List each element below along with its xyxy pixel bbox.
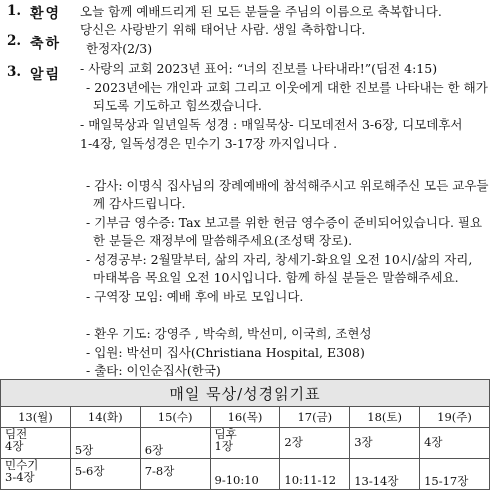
day-header: 13(월) [1, 407, 71, 428]
day-header: 14(화) [70, 407, 140, 428]
row-label: 딤전 [5, 427, 28, 441]
announcement-line: - 감사: 이명식 집사님의 장례예배에 참석해주시고 위로해주신 모든 교우들 [86, 178, 489, 193]
announcement-line: - 환우 기도: 강영주 , 박숙희, 박선미, 이국희, 조현성 [86, 326, 372, 341]
announcement-line: 마태복음 목요일 오전 10시입니다. 함께 하실 분들은 말씀해주세요. [93, 270, 459, 285]
table-cell [420, 428, 490, 459]
cell-value: 4장 [424, 435, 443, 449]
day-header: 16(목) [210, 407, 280, 428]
section-1-heading: 환영 [30, 6, 62, 22]
section-2-heading: 축하 [30, 36, 62, 52]
day-header: 15(수) [140, 407, 210, 428]
reading-schedule-table [0, 379, 490, 490]
row-label: 민수기 [5, 458, 39, 472]
announcement-line: - 출타: 이인순집사(한국) [86, 363, 221, 378]
table-cell [140, 459, 210, 490]
cell-value: 5-6장 [74, 464, 105, 478]
section-3-number: 3. [7, 64, 22, 80]
day-header: 17(금) [280, 407, 350, 428]
cell-value: 4장 [5, 439, 24, 453]
cell-value: 13-14장 [354, 474, 399, 488]
table-cell [350, 428, 420, 459]
cell-value: 2장 [284, 435, 303, 449]
cell-value: 7-8장 [144, 464, 175, 478]
announcement-line: 께 감사드립니다. [93, 196, 186, 211]
table-cell [420, 459, 490, 490]
table-title: 매일 묵상/성경읽기표 [1, 380, 490, 407]
table-row [1, 459, 490, 490]
table-cell [280, 459, 350, 490]
table-cell [280, 428, 350, 459]
birthday-name: 한정자(2/3) [86, 41, 153, 56]
day-header: 18(토) [350, 407, 420, 428]
cell-value: 9-10:10 [214, 473, 259, 487]
announcement-line: 한 분들은 재정부에 말씀해주세요(조성택 장로). [93, 233, 353, 248]
cell-value: 15-17장 [424, 474, 469, 488]
cell-value: 5장 [74, 443, 94, 457]
table-cell [70, 428, 140, 459]
cell-value: 3장 [354, 435, 373, 449]
section-1-number: 1. [7, 3, 22, 19]
cell-value: 6장 [144, 443, 164, 457]
announcement-line: - 구역장 모임: 예배 후에 바로 모입니다. [86, 289, 304, 304]
announcement-line: 1-4장, 일독성경은 민수기 3-17장 까지입니다 . [80, 136, 338, 151]
day-header: 19(주) [420, 407, 490, 428]
cell-value: 10:11-12 [284, 473, 337, 487]
table-cell [70, 459, 140, 490]
announcement-line: - 매일묵상과 일년일독 성경 : 매일묵상- 디모데전서 3-6장, 디모데후서 [80, 117, 463, 132]
table-cell [1, 428, 71, 459]
table-row [1, 428, 490, 459]
announcement-line: - 성경공부: 2월말부터, 삶의 자리, 창세기-화요일 오전 10시/삶의 자리, [86, 252, 473, 267]
section-2-number: 2. [7, 33, 22, 49]
table-cell [210, 428, 280, 459]
table-cell [140, 428, 210, 459]
table-cell [210, 459, 280, 490]
cell-value: 딤후 1장 [214, 427, 237, 453]
table-cell [1, 459, 71, 490]
birthday-text: 당신은 사랑받기 위해 태어난 사람. 생일 축하합니다. [80, 22, 366, 37]
announcement-line: - 기부금 영수증: Tax 보고를 위한 헌금 영수증이 준비되어있습니다. 필요 [86, 215, 483, 230]
table-header-row [1, 407, 490, 428]
table-cell [350, 459, 420, 490]
announcement-line: - 2023년에는 개인과 교회 그리고 이웃에게 대한 진보를 나타내는 한 해가 [86, 80, 488, 95]
announcement-line: - 입원: 박선미 집사(Christiana Hospital, E308) [86, 345, 365, 360]
announcement-line: - 사랑의 교회 2023년 표어: “너의 진보를 나타내라!”(딤전 4:15) [80, 61, 438, 76]
welcome-text: 오늘 함께 예배드리게 된 모든 분들을 주님의 이름으로 축복합니다. [80, 4, 442, 19]
announcement-line: 되도록 기도하고 힘쓰겠습니다. [93, 98, 262, 113]
cell-value: 3-4장 [5, 470, 35, 484]
section-3-heading: 알림 [30, 67, 62, 83]
